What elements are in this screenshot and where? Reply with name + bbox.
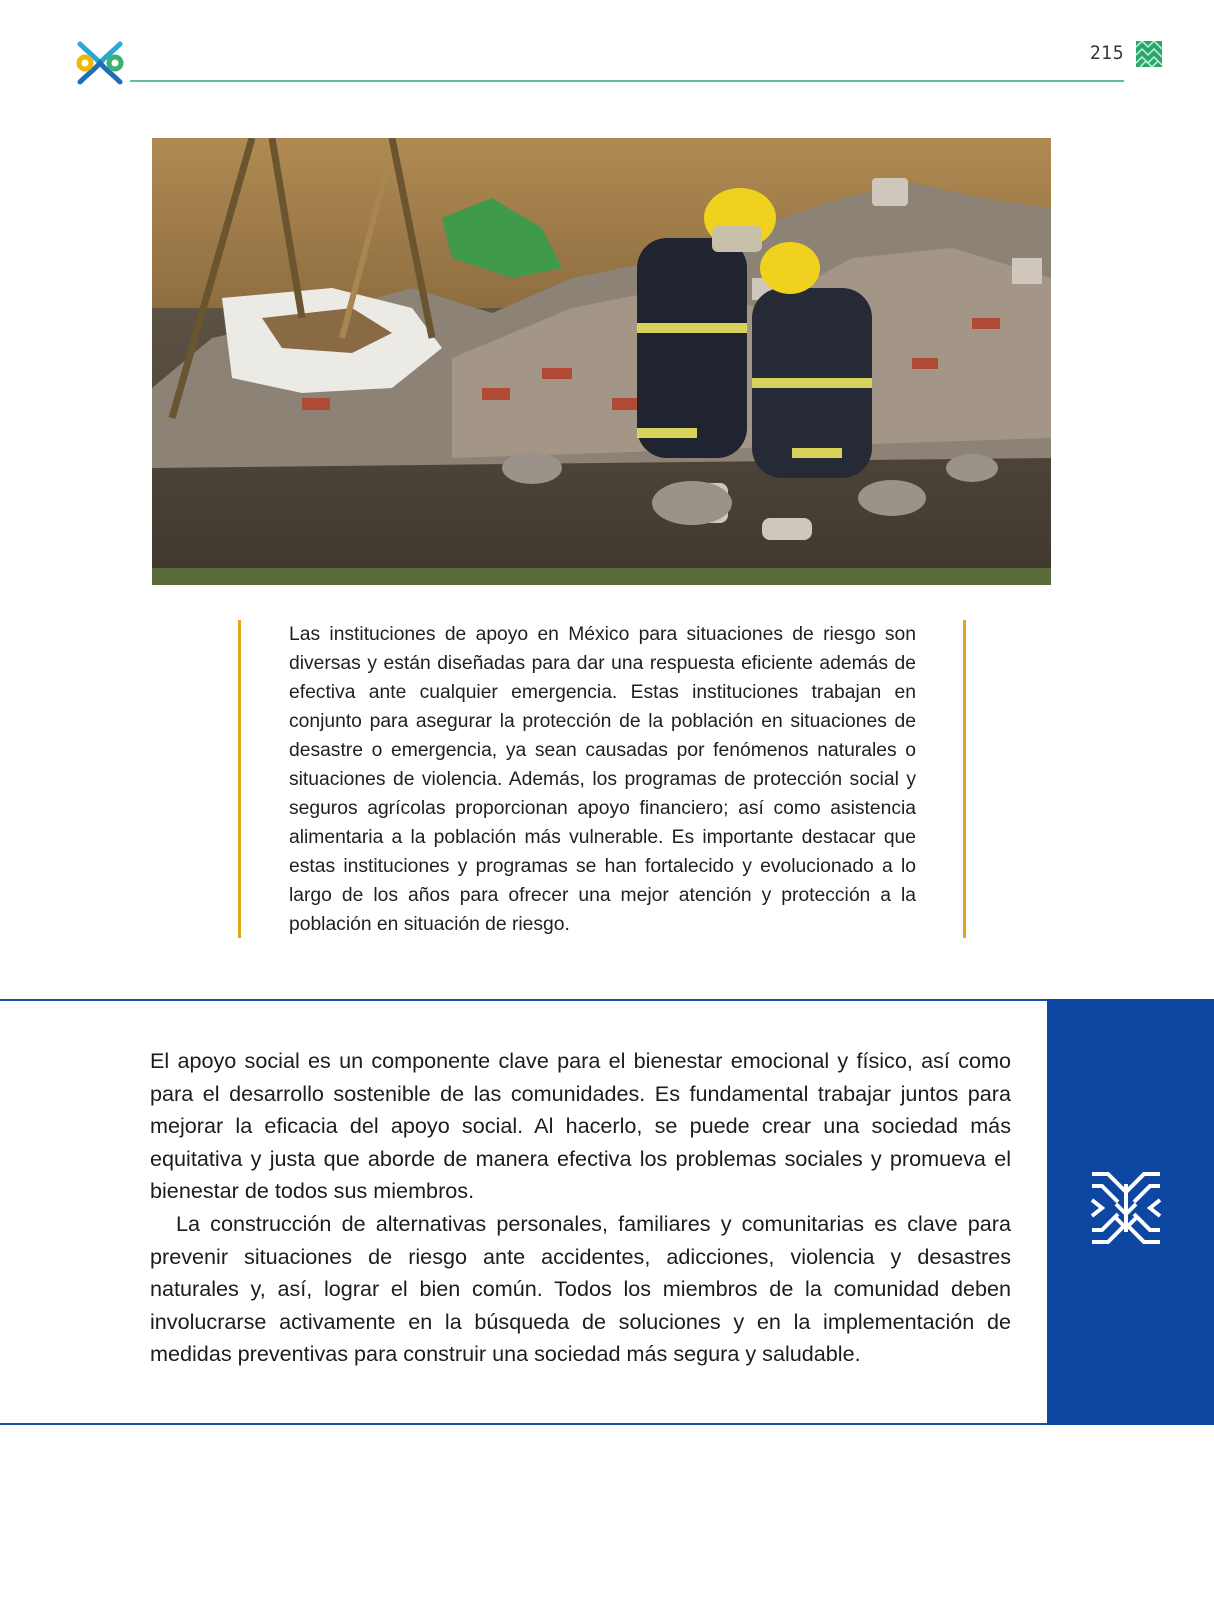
header-rule [130, 80, 1124, 82]
band-bottom-rule [0, 1423, 1047, 1425]
body-paragraph-1: El apoyo social es un componente clave para el bienestar emocional y físico, así como para el desarrollo sostenible de las comunidades. Es fundamental trabajar juntos para mejorar la eficacia del apoyo social. Al hacerlo, se puede crear una sociedad más equitativa y justa que aborde de manera efectiva los problemas sociales y promueva el bienestar de todos sus miembros. [150, 1048, 1011, 1204]
community-logo-icon [74, 38, 126, 88]
body-paragraph-2: La construcción de alternativas personales, familiares y comunitarias es clave para prevenir situaciones de riesgo ante accidentes, adicciones, violencia y desastres naturales y, así, lograr el bien común. Todos los miembros de la comunidad deben involucrarse activamente en la búsqueda de soluciones y en la implementación de medidas preventivas para construir una sociedad más segura y saludable. [150, 1210, 1011, 1367]
textile-pattern-icon [1088, 1170, 1164, 1246]
green-textile-pattern-icon [1136, 41, 1162, 67]
rescue-workers-photo [152, 138, 1051, 585]
band-top-rule [0, 999, 1047, 1001]
caption-text: Las instituciones de apoyo en México para situaciones de riesgo son diversas y están diseñadas para dar una respuesta eficiente además de efectiva ante cualquier emergencia. Estas instituciones trabajan en conjunto para asegurar la protección de la población en situaciones de desastre o emergencia, ya sean causadas por fenómenos naturales o situaciones de violencia. Además, los programas de protección social y seguros agrícolas proporcionan apoyo financiero; así como asistencia alimentaria a la población más vulnerable. Es importante destacar que estas instituciones y programas se han fortalecido y evolucionado a lo largo de los años para ofrecer una mejor atención y protección a la población en situación de riesgo. [289, 624, 916, 935]
body-text [150, 1045, 1011, 1371]
page-number: 215 [1090, 42, 1125, 64]
caption-left-rule [238, 620, 241, 938]
caption-right-rule [963, 620, 966, 938]
